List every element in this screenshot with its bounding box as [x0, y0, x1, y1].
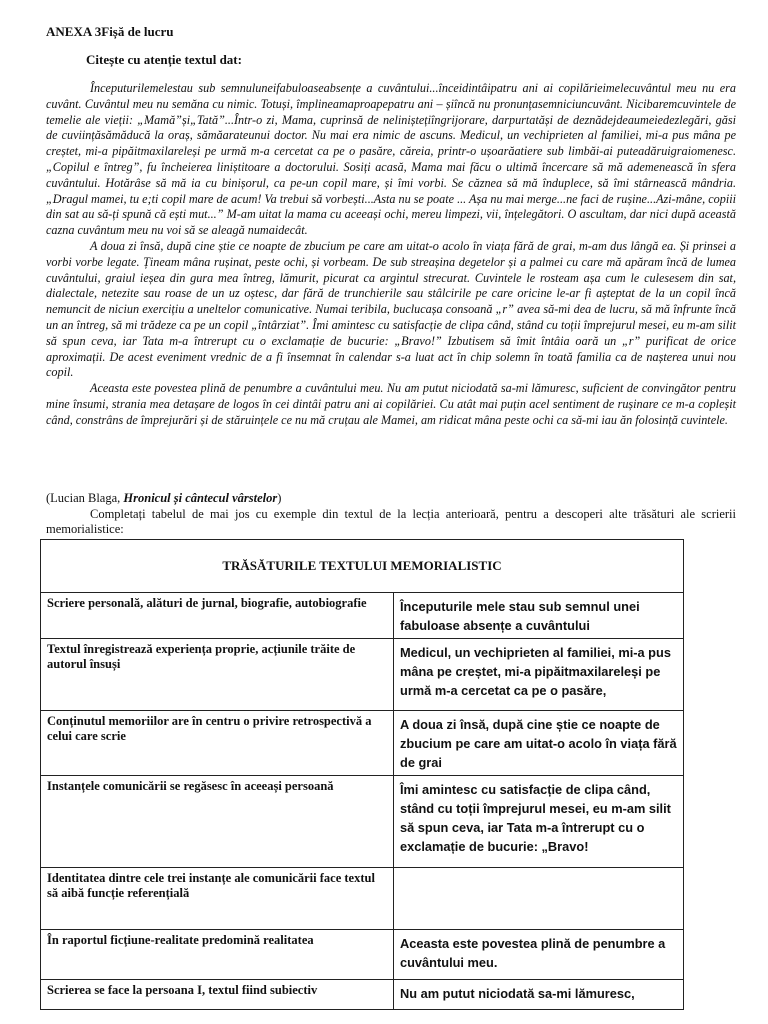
story-paragraph: Aceasta este povestea plină de penumbre a cuvântului meu. Nu am putut niciodată sa-mi lămuresc, suficient de convingător pentru mine însumi, strania mea detașare de logos în cei dintâi patru ani ai copilăriei. Cu atât mai puțin acel sentiment de rușinare ce m-a copleșit când, constrâns de împrejurări și de stăruințele ce nu mă cruțau ale Mamei, am ridicat mâna peste ochi ca să-mi iau ăn folosință cuvintele. — [46, 381, 736, 427]
table-heading: TRĂSĂTURILE TEXTULUI MEMORIALISTIC — [41, 540, 684, 593]
trait-cell: Textul înregistrează experiența proprie, acțiunile trăite de autorul însuși — [41, 639, 394, 711]
citation — [46, 491, 281, 506]
table-header-row — [41, 540, 684, 593]
trait-cell: În raportul ficțiune-realitate predomină realitatea — [41, 930, 394, 980]
example-cell[interactable]: Aceasta este povestea plină de penumbre a cuvântului meu. — [394, 930, 684, 980]
example-cell[interactable]: A doua zi însă, după cine știe ce noapte de zbucium pe care am uitat-o acolo în viața fără de grai — [394, 711, 684, 776]
citation-close: ) — [277, 491, 282, 505]
trait-cell: Identitatea dintre cele trei instanțe ale comunicării face textul să aibă funcție referențială — [41, 868, 394, 930]
table-row — [41, 868, 684, 930]
annex-title: ANEXA 3Fișă de lucru — [46, 24, 174, 39]
trait-cell: Instanțele comunicării se regăsesc în aceeași persoană — [41, 776, 394, 868]
example-cell[interactable]: Medicul, un vechiprieten al familiei, mi-a pus mâna pe creștet, mi-a pipăitmaxilareleși pe urmă m-a cercetat ca pe o pasăre, — [394, 639, 684, 711]
table-row — [41, 930, 684, 980]
table-row — [41, 711, 684, 776]
trait-cell: Scriere personală, alături de jurnal, biografie, autobiografie — [41, 593, 394, 639]
story-paragraph: Începuturilemelestau sub semnuluneifabuloaseabsențe a cuvântului...înceidintâipatru ani ai copilărieimelecuvântul meu nu era cuvânt. Cuvântul meu nu semăna cu nimic. Totuși, împlineamaproapepatru ani – șiîncă nu pronunțasemniciuncuvânt. Nicibaremcuvintele de temelie ale vieții: „Mamă”și„Tată”...Într-o zi, Mama, cuprinsă de neliniștețiîngrijorare, darpurtatăși de deznădejdeaumeiedezlegări, găsi de cuviințăsămăducă la oraș, sămăarateunui doctor. Nu mai era nimic de ascuns. Medicul, un vechiprieten al familiei, mi-a pus mâna pe creștet, mi-a pipăitmaxilareleși pe urmă m-a cercetat ca pe o pasăre, căreia, printr-o ușoarăatiere sub limbăi-ai puteadăruigraiomenesc. „Copilul e întreg”, fu încheierea liniștitoare a doctorului. Sosiți acasă, Mama mai făcu o ultimă încercare să mă ademenească în sfera cuvântului. Hotărâse să mă ia cu binișorul, ca pe-un copil mare, și îmi vorbi. Se căznea să mă înduplece, să îmi stârnească mândria. „Dragul mamei, tu e;ti copil mare de acum! Va trebui să vorbești...Asta nu se poate ... Așa nu mai merge...ne faci de rușine...Azi-mâne, copiii din sat au să-ți spună că ești mut...” M-am uitat la mama cu aceeași ochi, mereu limpezi, vii, înțelegători. O ascultam, dar nici după această cazna cuvântum meu nu voi să se aleagă numaidecât. — [46, 81, 736, 238]
table-row — [41, 593, 684, 639]
reading-instruction: Citește cu atenție textul dat: — [86, 52, 242, 67]
citation-book-title: Hronicul și cântecul vârstelor — [123, 491, 278, 505]
table-row — [41, 980, 684, 1010]
exercise-instruction: Completați tabelul de mai jos cu exemple din textul de la lecția anterioară, pentru a descoperi alte trăsături ale scrierii memorialistice: — [46, 507, 736, 536]
example-cell[interactable] — [394, 868, 684, 930]
memoir-traits-table — [40, 539, 684, 1010]
citation-author: (Lucian Blaga, — [46, 491, 124, 505]
story-paragraph: A doua zi însă, după cine știe ce noapte de zbucium pe care am uitat-o acolo în viața fără de grai, m-am dus lângă ea. Și prinsei a vorbi vorbe legate. Țineam mâna rușinat, peste ochi, și vorbeam. De sub streașina degetelor și a palmei cu care mă apăram încă de lumea cuvântului, graiul ieșea din gura mea întreg, lămurit, picurat ca argintul strecurat. Cuvintele le rosteam așa cum le culesesem din sat, dialectale, netezite sau roase de un uz oștesc, dar fără de trunchierile sau stâlcirile pe care oricine le-ar fi așteptat de la un copil încă nemuncit de niciun exercițiu a uneltelor comunicative. Numai teribila, buclucașa consoană „r” avea să-mi dea de lucru, să mă înfrunte încă un an întreg, să mi trădeze ca pe un copil „întârziat”. Îmi amintesc cu satisfacție de clipa când, stând cu toții împrejurul mesei, eu m-am silit să spun ceva, iar Tata m-a întrerupt cu o exclamație de bucurie: „Bravo!” Izbutisem să îmit întâia oară un „r” purificat de orice aproximații. De acest eveniment vrednic de a fi însemnat în calendar s-a luat act în chip solemn în toată familia ca de nașterea unui nou copil. — [46, 238, 736, 380]
trait-cell: Scrierea se face la persoana I, textul fiind subiectiv — [41, 980, 394, 1010]
table-row — [41, 639, 684, 711]
example-cell[interactable]: Îmi amintesc cu satisfacție de clipa când, stând cu toții împrejurul mesei, eu m-am silit să spun ceva, iar Tata m-a întrerupt cu o exclamație de bucurie: „Bravo! — [394, 776, 684, 868]
trait-cell: Conținutul memoriilor are în centru o privire retrospectivă a celui care scrie — [41, 711, 394, 776]
example-cell[interactable]: Începuturile mele stau sub semnul unei fabuloase absențe a cuvântului — [394, 593, 684, 639]
example-cell[interactable]: Nu am putut niciodată sa-mi lămuresc, — [394, 980, 684, 1010]
table-row — [41, 776, 684, 868]
story-text — [46, 81, 736, 429]
